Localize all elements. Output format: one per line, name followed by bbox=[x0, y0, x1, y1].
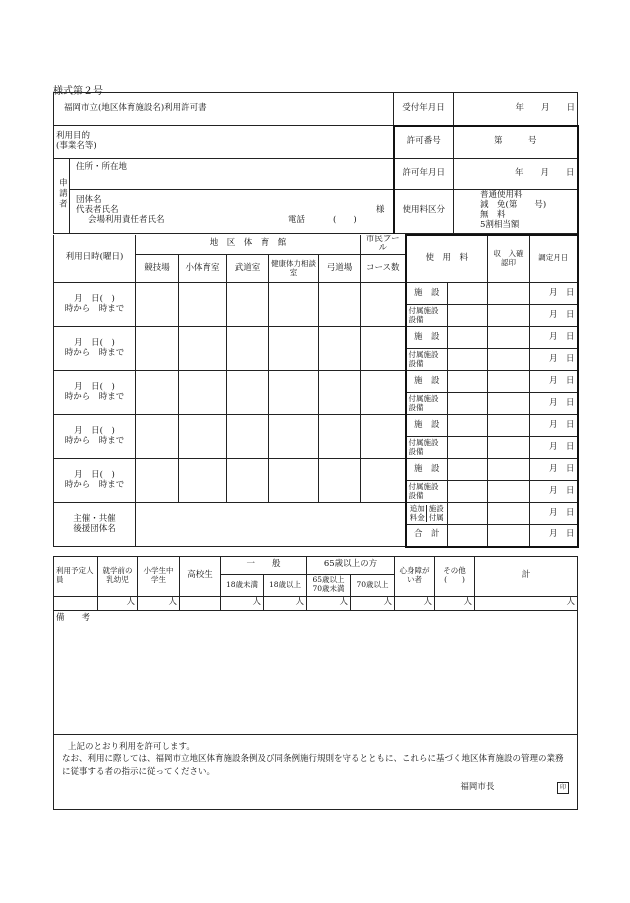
fee-facility-label: 施 設 bbox=[406, 459, 448, 481]
att-over70: 70歳以上 bbox=[351, 574, 395, 596]
adjust-date[interactable]: 月 日 bbox=[530, 305, 578, 327]
purpose-field[interactable] bbox=[54, 126, 394, 159]
adjust-date[interactable]: 月 日 bbox=[530, 393, 578, 415]
fee-facility-label: 施 設 bbox=[406, 371, 448, 393]
fee-attached-label: 付属施設設備 bbox=[406, 349, 448, 371]
seal-icon: 印 bbox=[557, 782, 569, 794]
receipt-cell[interactable] bbox=[488, 437, 530, 459]
att-highschool: 高校生 bbox=[180, 556, 221, 596]
time-text: 時から 時まで bbox=[64, 347, 125, 358]
adjust-date[interactable]: 月 日 bbox=[530, 327, 578, 349]
fee-cell[interactable] bbox=[448, 437, 488, 459]
cell[interactable] bbox=[319, 459, 361, 503]
adjust-date[interactable]: 月 日 bbox=[530, 283, 578, 305]
cell[interactable] bbox=[361, 327, 406, 371]
sponsor-label-2: 後援団体名 bbox=[73, 523, 116, 534]
fee-class-options[interactable] bbox=[454, 189, 578, 233]
att-count[interactable] bbox=[54, 596, 98, 610]
schedule-date-cell[interactable] bbox=[54, 283, 136, 327]
date-text: 月 日( ) bbox=[74, 293, 115, 304]
receipt-cell[interactable] bbox=[488, 327, 530, 349]
receipt-cell[interactable] bbox=[488, 503, 530, 525]
cell[interactable] bbox=[136, 327, 179, 371]
receipt-cell[interactable] bbox=[488, 349, 530, 371]
cell[interactable] bbox=[179, 283, 227, 327]
fee-attached-label: 付属施設設備 bbox=[406, 305, 448, 327]
remarks-field[interactable] bbox=[54, 610, 578, 734]
adjust-date[interactable]: 月 日 bbox=[530, 437, 578, 459]
att-count[interactable]: 人 bbox=[351, 596, 395, 610]
permit-date-field[interactable]: 年 月 日 bbox=[454, 159, 578, 189]
schedule-date-cell[interactable] bbox=[54, 371, 136, 415]
cell[interactable] bbox=[361, 459, 406, 503]
cell[interactable] bbox=[136, 415, 179, 459]
sponsor-label-1: 主催・共催 bbox=[73, 513, 116, 524]
reception-date-label: 受付年月日 bbox=[394, 93, 454, 126]
cell[interactable] bbox=[179, 415, 227, 459]
pool-courses: コース数 bbox=[361, 255, 406, 283]
adjust-date[interactable]: 月 日 bbox=[530, 459, 578, 481]
att-65-70: 65歳以上70歳未満 bbox=[307, 574, 351, 596]
fee-facility-label: 施 設 bbox=[406, 283, 448, 305]
org-label: 団体名 bbox=[76, 195, 102, 206]
fee-option-exempt[interactable]: 減 免(第 号) bbox=[480, 200, 547, 211]
adjust-date[interactable]: 月 日 bbox=[530, 349, 578, 371]
cell[interactable] bbox=[179, 371, 227, 415]
date-text: 月 日( ) bbox=[74, 469, 115, 480]
att-count[interactable]: 人 bbox=[435, 596, 475, 610]
fee-cell[interactable] bbox=[448, 459, 488, 481]
facility-archery: 弓道場 bbox=[319, 255, 361, 283]
form-title: 福岡市立(地区体育施設名)利用許可書 bbox=[54, 93, 394, 126]
fee-option-half[interactable]: 5割相当額 bbox=[480, 219, 520, 230]
adjust-date[interactable]: 月 日 bbox=[530, 503, 578, 525]
receipt-cell[interactable] bbox=[488, 393, 530, 415]
permit-no-field[interactable]: 第 号 bbox=[454, 126, 578, 159]
cell[interactable] bbox=[227, 415, 269, 459]
time-text: 時から 時まで bbox=[64, 479, 125, 490]
fee-cell[interactable] bbox=[448, 371, 488, 393]
receipt-cell[interactable] bbox=[488, 481, 530, 503]
att-count[interactable]: 人 bbox=[264, 596, 307, 610]
schedule-date-cell[interactable] bbox=[54, 327, 136, 371]
attendance-table bbox=[53, 556, 578, 810]
fee-option-normal[interactable]: 普通使用料 bbox=[480, 190, 523, 201]
time-text: 時から 時まで bbox=[64, 391, 125, 402]
form-number: 様式第２号 bbox=[53, 86, 103, 97]
receipt-header: 収 入確認印 bbox=[488, 235, 530, 283]
att-senior-group: 65歳以上の方 bbox=[307, 556, 395, 574]
fee-cell[interactable] bbox=[448, 305, 488, 327]
receipt-cell[interactable] bbox=[488, 283, 530, 305]
cell[interactable] bbox=[269, 415, 319, 459]
fee-facility-label: 施 設 bbox=[406, 415, 448, 437]
date-text: 月 日( ) bbox=[74, 381, 115, 392]
schedule-date-cell[interactable] bbox=[54, 459, 136, 503]
facility-group-header: 地 区 体 育 館 bbox=[136, 235, 361, 255]
fee-cell[interactable] bbox=[448, 415, 488, 437]
rep-label: 代表者氏名 bbox=[76, 205, 119, 216]
cell[interactable] bbox=[319, 283, 361, 327]
date-text: 月 日( ) bbox=[74, 337, 115, 348]
footer bbox=[54, 734, 578, 809]
att-count[interactable]: 人 bbox=[98, 596, 138, 610]
fee-facility-label: 施 設 bbox=[406, 327, 448, 349]
fee-cell[interactable] bbox=[448, 327, 488, 349]
adjust-date[interactable]: 月 日 bbox=[530, 525, 578, 547]
att-preschool: 就学前の乳幼児 bbox=[98, 556, 138, 596]
att-elementary: 小学生中学生 bbox=[138, 556, 180, 596]
cell[interactable] bbox=[179, 327, 227, 371]
fee-attached-label: 付属施設設備 bbox=[406, 481, 448, 503]
cell[interactable] bbox=[319, 415, 361, 459]
att-other: その他( ) bbox=[435, 556, 475, 596]
cell[interactable] bbox=[227, 327, 269, 371]
receipt-cell[interactable] bbox=[488, 459, 530, 481]
remarks-label: 備 考 bbox=[56, 612, 91, 623]
att-total: 計 bbox=[475, 556, 578, 596]
fee-cell[interactable] bbox=[448, 481, 488, 503]
fee-cell[interactable] bbox=[448, 503, 488, 525]
facility-small-gym: 小体育室 bbox=[179, 255, 227, 283]
adjust-date[interactable]: 月 日 bbox=[530, 481, 578, 503]
att-general: 一 般 bbox=[221, 556, 307, 574]
purpose-sublabel: (事業名等) bbox=[56, 141, 97, 151]
adjust-date[interactable]: 月 日 bbox=[530, 371, 578, 393]
attendance-label: 利用予定人員 bbox=[54, 556, 98, 596]
rep-suffix: 様 bbox=[375, 205, 385, 216]
total-receipt-cell[interactable] bbox=[488, 525, 530, 547]
cell[interactable] bbox=[361, 415, 406, 459]
att-count[interactable]: 人 bbox=[307, 596, 351, 610]
phone-label: 電話 bbox=[288, 214, 306, 225]
sponsor-field[interactable] bbox=[136, 503, 406, 547]
cell[interactable] bbox=[227, 283, 269, 327]
time-text: 時から 時まで bbox=[64, 435, 125, 446]
receipt-cell[interactable] bbox=[488, 371, 530, 393]
att-count[interactable]: 人 bbox=[395, 596, 435, 610]
cell[interactable] bbox=[269, 327, 319, 371]
fee-header: 使 用 料 bbox=[406, 235, 488, 283]
facility-arena: 競技場 bbox=[136, 255, 179, 283]
extra-attached-text: 施設付属 bbox=[428, 503, 444, 522]
cell[interactable] bbox=[227, 459, 269, 503]
schedule-table bbox=[53, 234, 579, 548]
total-label: 合 計 bbox=[406, 525, 448, 547]
att-over18: 18歳以上 bbox=[264, 574, 307, 596]
cell[interactable] bbox=[319, 327, 361, 371]
address-field[interactable] bbox=[70, 159, 394, 189]
cell[interactable] bbox=[136, 283, 179, 327]
header-table bbox=[53, 92, 579, 159]
fee-cell[interactable] bbox=[448, 349, 488, 371]
pool-group-header: 市民プール bbox=[361, 235, 406, 255]
att-count[interactable]: 人 bbox=[221, 596, 264, 610]
applicant-table bbox=[53, 159, 579, 234]
permit-form bbox=[53, 92, 577, 810]
time-text: 時から 時まで bbox=[64, 303, 125, 314]
att-under18: 18歳未満 bbox=[221, 574, 264, 596]
permit-date-label: 許可年月日 bbox=[394, 159, 454, 189]
reception-date-field[interactable]: 年 月 日 bbox=[454, 93, 578, 126]
adjust-header: 調定月日 bbox=[530, 235, 578, 283]
cell[interactable] bbox=[269, 459, 319, 503]
date-header: 利用日時(曜日) bbox=[54, 235, 136, 283]
receipt-cell[interactable] bbox=[488, 415, 530, 437]
cell[interactable] bbox=[319, 371, 361, 415]
fee-cell[interactable] bbox=[448, 393, 488, 415]
cell[interactable] bbox=[136, 459, 179, 503]
footer-line2: なお、利用に際しては、福岡市立地区体育施設条例及び同条例施行規則を守るとともに、これらに基づく地区体育施設の管理の業務に従事する者の指示に従ってください。 bbox=[62, 754, 564, 778]
fee-cell[interactable] bbox=[448, 283, 488, 305]
cell[interactable] bbox=[361, 371, 406, 415]
cell[interactable] bbox=[361, 283, 406, 327]
schedule-date-cell[interactable] bbox=[54, 415, 136, 459]
fee-option-free[interactable]: 無 料 bbox=[480, 210, 506, 220]
att-count[interactable]: 人 bbox=[475, 596, 578, 610]
extra-fee-label bbox=[406, 503, 448, 525]
att-disabled: 心身障がい者 bbox=[395, 556, 435, 596]
phone-parens: ( ) bbox=[333, 214, 357, 225]
cell[interactable] bbox=[227, 371, 269, 415]
fee-class-label: 使用料区分 bbox=[394, 189, 454, 233]
fee-attached-label: 付属施設設備 bbox=[406, 393, 448, 415]
purpose-label: 利用目的 bbox=[56, 131, 91, 142]
adjust-date[interactable]: 月 日 bbox=[530, 415, 578, 437]
facility-martial: 武道室 bbox=[227, 255, 269, 283]
cell[interactable] bbox=[269, 283, 319, 327]
cell[interactable] bbox=[136, 371, 179, 415]
att-count[interactable]: 人 bbox=[138, 596, 180, 610]
organization-field[interactable] bbox=[70, 189, 394, 233]
mayor-label: 福岡市長 bbox=[460, 781, 495, 792]
att-count[interactable] bbox=[180, 596, 221, 610]
cell[interactable] bbox=[179, 459, 227, 503]
address-label: 住所・所在地 bbox=[76, 162, 128, 172]
manager-label: 会場利用責任者氏名 bbox=[88, 214, 165, 225]
facility-health: 健康体力相談室 bbox=[269, 255, 319, 283]
sponsor-label bbox=[54, 503, 136, 547]
extra-fee-text: 追加料金 bbox=[408, 505, 427, 522]
footer-line1: 上記のとおり利用を許可します。 bbox=[68, 741, 195, 752]
permit-no-label: 許可番号 bbox=[394, 126, 454, 159]
date-text: 月 日( ) bbox=[74, 425, 115, 436]
receipt-cell[interactable] bbox=[488, 305, 530, 327]
total-fee-cell[interactable] bbox=[448, 525, 488, 547]
fee-attached-label: 付属施設設備 bbox=[406, 437, 448, 459]
applicant-side-label: 申請者 bbox=[54, 159, 70, 233]
cell[interactable] bbox=[269, 371, 319, 415]
